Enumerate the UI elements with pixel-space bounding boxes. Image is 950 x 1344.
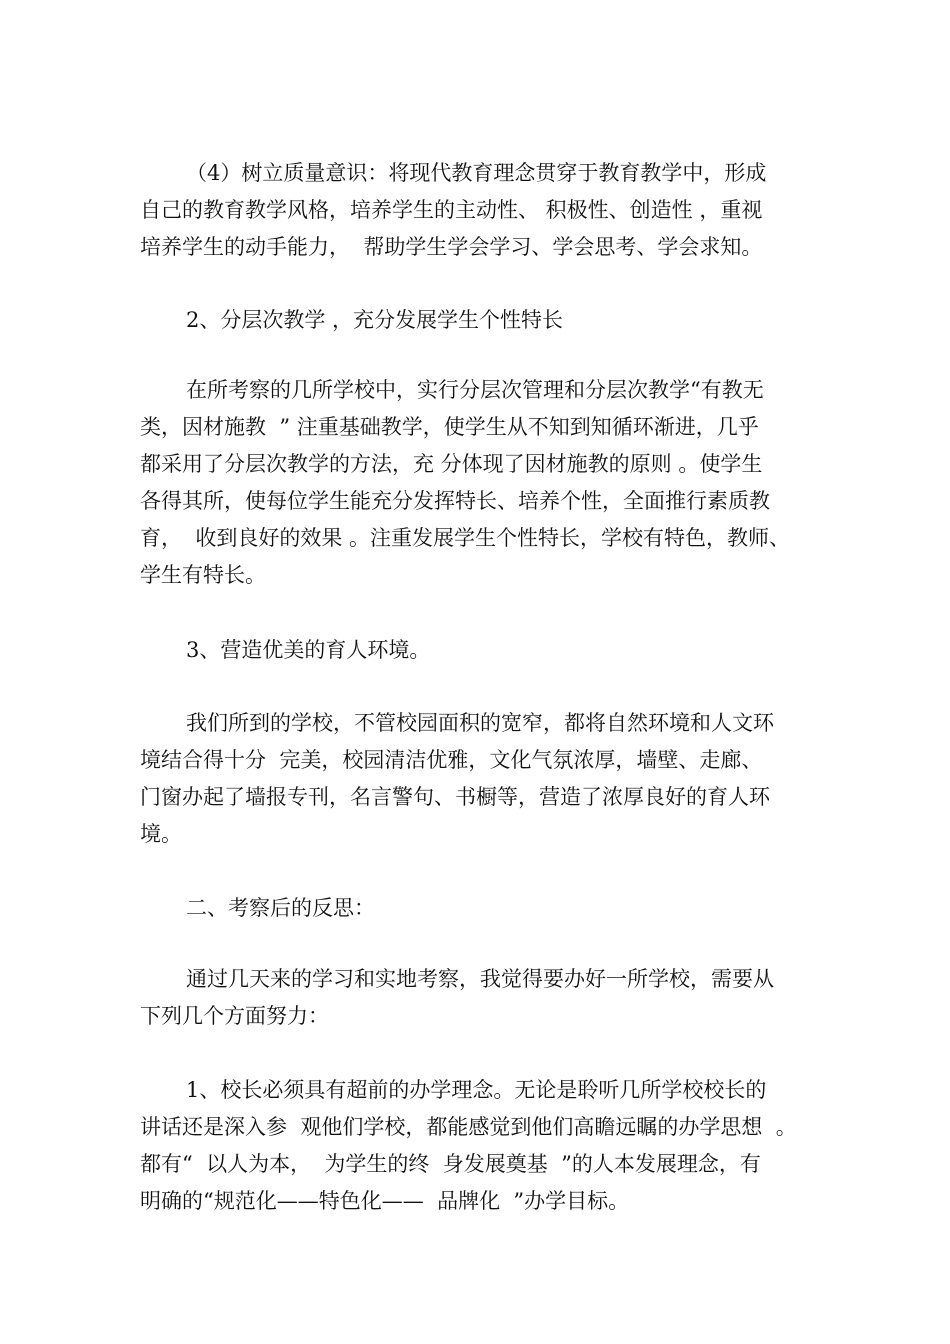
text-line: 明确的“规范化——特色化—— 品牌化 ”办学目标。 — [140, 1189, 630, 1213]
text-line: 门窗办起了墙报专刊，名言警句、书橱等，营造了浓厚良好的育人环 — [140, 785, 770, 809]
paragraph-quality-awareness — [140, 155, 820, 266]
text-line: 3、营造优美的育人环境。 — [186, 638, 431, 662]
section-heading-reflection — [140, 890, 820, 927]
text-line: 育， 收到良好的效果 。注重发展学生个性特长，学校有特色，教师、 — [140, 526, 791, 550]
paragraph-reflection-intro — [140, 961, 820, 1035]
text-line: 通过几天来的学习和实地考察，我觉得要办好一所学校，需要从 — [186, 967, 774, 991]
text-line: 培养学生的动手能力， 帮助学生学会学习、学会思考、学会求知。 — [140, 235, 763, 259]
text-line: 都采用了分层次教学的方法，充 分体现了因材施教的原则 。使学生 — [140, 452, 763, 476]
section-heading-environment — [140, 632, 820, 669]
text-line: 都有“ 以人为本， 为学生的终 身发展奠基 ”的人本发展理念，有 — [140, 1152, 761, 1176]
text-line: 下列几个方面努力： — [140, 1004, 329, 1028]
text-line: 类，因材施教 ” 注重基础教学，使学生从不知到知循环渐进，几乎 — [140, 415, 759, 439]
text-line: （4）树立质量意识：将现代教育理念贯穿于教育教学中，形成 — [186, 161, 767, 185]
text-line: 各得其所，使每位学生能充分发挥特长、培养个性，全面推行素质教 — [140, 489, 770, 513]
text-line: 在所考察的几所学校中，实行分层次管理和分层次教学“有教无 — [186, 378, 764, 402]
paragraph-layered-teaching — [140, 372, 820, 594]
paragraph-environment — [140, 705, 820, 853]
text-line: 境。 — [140, 822, 182, 846]
section-heading-layered-teaching — [140, 302, 820, 339]
text-line: 自己的教育教学风格，培养学生的主动性、 积极性、创造性 ，重视 — [140, 198, 763, 222]
text-line: 我们所到的学校，不管校园面积的宽窄，都将自然环境和人文环 — [186, 711, 774, 735]
text-line: 讲话还是深入参 观他们学校，都能感觉到他们高瞻远瞩的办学思想 。 — [140, 1115, 797, 1139]
text-line: 境结合得十分 完美，校园清洁优雅，文化气氛浓厚，墙壁、走廊、 — [140, 748, 763, 772]
text-line: 二、考察后的反思： — [186, 896, 375, 920]
text-line: 1、校长必须具有超前的办学理念。无论是聆听几所学校校长的 — [186, 1078, 767, 1102]
text-line: 2、分层次教学 ，充分发展学生个性特长 — [186, 308, 564, 332]
paragraph-principal-philosophy — [140, 1072, 820, 1220]
text-line: 学生有特长。 — [140, 563, 266, 587]
